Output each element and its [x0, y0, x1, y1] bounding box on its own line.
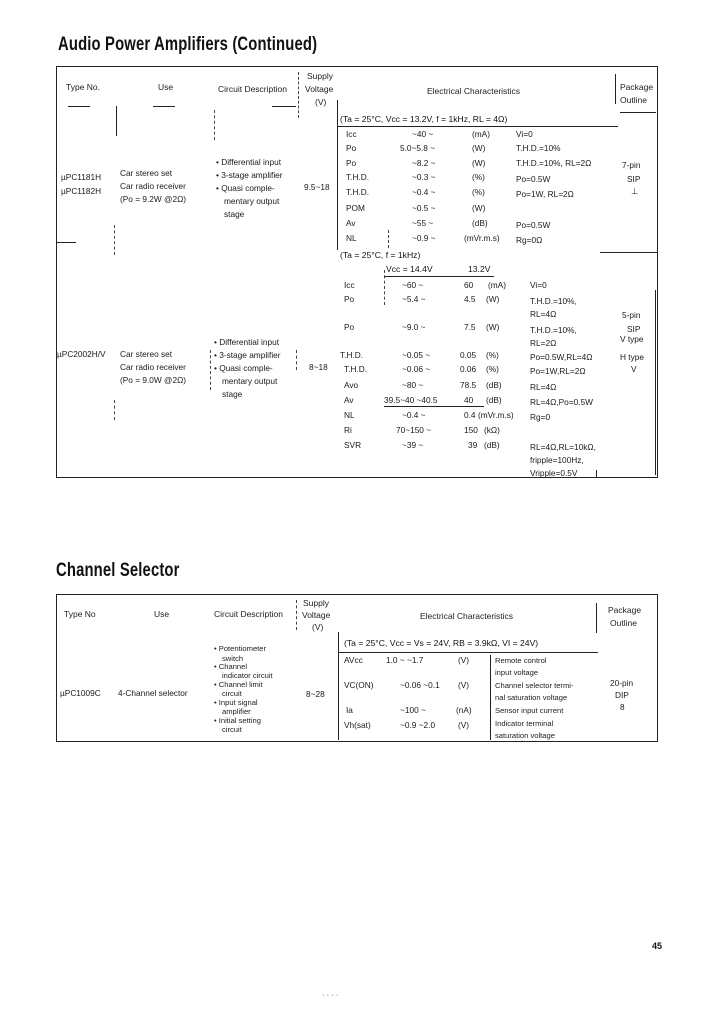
unit: (dB): [484, 440, 500, 450]
unit: (kΩ): [484, 425, 500, 435]
condition: Po=0.5W,RL=4Ω: [530, 352, 593, 362]
unit: (dB): [472, 218, 488, 228]
value: ~0.4 ~: [412, 187, 436, 197]
section-title-channel-selector: Channel Selector: [56, 560, 180, 581]
value-14v: ~39 ~: [402, 440, 424, 450]
header-outline: Outline: [610, 618, 637, 628]
unit: (%): [486, 364, 499, 374]
unit: (nA): [456, 705, 472, 715]
header-package: Package: [608, 605, 642, 615]
conditions: (Ta = 25°C, f = 1kHz): [340, 250, 421, 260]
value-13v: 60: [464, 280, 474, 290]
vcc-13v: 13.2V: [468, 264, 491, 274]
value-13v: 0.06: [460, 364, 477, 374]
value: ~0.9 ~: [412, 233, 436, 243]
param: T.H.D.: [340, 350, 364, 360]
value-13v: 4.5: [464, 294, 476, 304]
header-outline: Outline: [620, 95, 647, 105]
param: Av: [346, 218, 356, 228]
value-14v: ~0.4 ~: [402, 410, 426, 420]
use-line: Car radio receiver: [120, 362, 186, 372]
param: Po: [344, 322, 355, 332]
header-use: Use: [158, 82, 174, 92]
footer-mark: · · · ·: [322, 990, 339, 999]
circuit-line: • 3-stage amplifier: [214, 350, 281, 360]
unit: (dB): [486, 395, 502, 405]
value: 5.0~5.8 ~: [400, 143, 436, 153]
header-type-no: Type No.: [66, 82, 101, 92]
circuit-line: • Input signal: [214, 698, 258, 707]
param: Icc: [346, 129, 357, 139]
param: POM: [346, 203, 365, 213]
unit: (W): [486, 322, 500, 332]
value: ~40 ~: [412, 129, 434, 139]
unit: (mVr.m.s): [478, 410, 514, 420]
type-upc1181h: µPC1181H: [61, 172, 102, 182]
condition: RL=4Ω: [530, 309, 557, 319]
unit: (%): [486, 350, 499, 360]
header-supply: Supply: [307, 71, 333, 81]
circuit-line: • Quasi comple-: [214, 363, 273, 373]
unit: (W): [486, 294, 500, 304]
condition: RL=4Ω,Po=0.5W: [530, 397, 593, 407]
description: Channel selector termi-: [495, 681, 574, 690]
circuit-line: • Differential input: [214, 337, 280, 347]
header-electrical-characteristics: Electrical Characteristics: [420, 611, 514, 621]
unit: (mVr.m.s): [464, 233, 500, 243]
value-13v: 39: [468, 440, 478, 450]
unit: (V): [458, 655, 470, 665]
circuit-line: stage: [222, 389, 243, 399]
condition: Po=0.5W: [516, 220, 551, 230]
use-line: Car radio receiver: [120, 181, 186, 191]
package-pins: 5-pin: [622, 310, 641, 320]
condition: RL=2Ω: [530, 338, 557, 348]
supply-voltage: 8~28: [306, 689, 325, 699]
description: Indicator terminal: [495, 719, 554, 728]
circuit-line: circuit: [222, 689, 242, 698]
header-supply-unit: (V): [315, 97, 327, 107]
supply-voltage: 9.5~18: [304, 182, 330, 192]
condition: Po=0.5W: [516, 174, 551, 184]
circuit-line: indicator circuit: [222, 671, 273, 680]
circuit-line: mentary output: [222, 376, 278, 386]
use-line: (Po = 9.2W @2Ω): [120, 194, 187, 204]
unit: (V): [458, 720, 470, 730]
package-type: SIP: [627, 324, 641, 334]
circuit-line: stage: [224, 209, 245, 219]
param: Ia: [346, 705, 353, 715]
package-pins: 7-pin: [622, 160, 641, 170]
param: Po: [346, 158, 357, 168]
param: T.H.D.: [346, 187, 370, 197]
condition: Vi=0: [530, 280, 547, 290]
condition: T.H.D.=10%,: [530, 296, 577, 306]
condition: Rg=0Ω: [516, 235, 543, 245]
package-mark: 8: [620, 702, 625, 712]
description: nal saturation voltage: [495, 693, 568, 702]
unit: (mA): [472, 129, 490, 139]
value-14v: 70~150 ~: [396, 425, 432, 435]
package-type: H type: [620, 352, 644, 362]
condition: T.H.D.=10%: [516, 143, 561, 153]
circuit-line: amplifier: [222, 707, 251, 716]
supply-voltage: 8~18: [309, 362, 328, 372]
param: VC(ON): [344, 680, 374, 690]
value-14v: ~0.06 ~: [402, 364, 431, 374]
value: ~8.2 ~: [412, 158, 436, 168]
header-voltage: Voltage: [305, 84, 334, 94]
type-upc1009c: µPC1009C: [60, 688, 101, 698]
value: ~0.06 ~0.1: [400, 680, 440, 690]
description: saturation voltage: [495, 731, 555, 740]
package-type: DIP: [615, 690, 629, 700]
type-upc1182h: µPC1182H: [61, 186, 102, 196]
circuit-line: mentary output: [224, 196, 280, 206]
section-title-audio-power-amplifiers: Audio Power Amplifiers (Continued): [58, 34, 318, 55]
param: Po: [346, 143, 357, 153]
value: ~0.5 ~: [412, 203, 436, 213]
condition: Po=1W, RL=2Ω: [516, 189, 574, 199]
condition: Po=1W,RL=2Ω: [530, 366, 586, 376]
header-supply-unit: (V): [312, 622, 324, 632]
description: Sensor input current: [495, 706, 564, 715]
conditions: (Ta = 25°C, Vcc = 13.2V, f = 1kHz, RL = 4Ω): [340, 114, 508, 124]
use-line: Car stereo set: [120, 168, 173, 178]
param: SVR: [344, 440, 362, 450]
circuit-line: • Initial setting: [214, 716, 261, 725]
description: input voltage: [495, 668, 539, 677]
package-type: SIP: [627, 174, 641, 184]
param: NL: [344, 410, 355, 420]
param: Po: [344, 294, 355, 304]
circuit-line: • Channel: [214, 662, 248, 671]
page-number: 45: [652, 941, 663, 951]
condition: Rg=0: [530, 412, 551, 422]
header-electrical-characteristics: Electrical Characteristics: [427, 86, 521, 96]
package-pins: 20-pin: [610, 678, 634, 688]
conditions: (Ta = 25°C, Vcc = Vs = 24V, RB = 3.9kΩ, VI = 24V): [344, 638, 539, 648]
condition: RL=4Ω: [530, 382, 557, 392]
param: T.H.D.: [346, 172, 370, 182]
param: AVcc: [344, 655, 363, 665]
value: 1.0 ~ ~1.7: [386, 655, 424, 665]
param: Icc: [344, 280, 355, 290]
type-upc2002hv: µPC2002H/V: [57, 349, 106, 359]
package-mark: V: [631, 364, 637, 374]
value: ~55 ~: [412, 218, 434, 228]
header-voltage: Voltage: [302, 610, 331, 620]
circuit-line: • Quasi comple-: [216, 183, 275, 193]
condition: Vripple=0.5V: [530, 468, 578, 478]
value-13v: 40: [464, 395, 474, 405]
param: Av: [344, 395, 354, 405]
package-mark: ⊥: [631, 186, 639, 196]
use-line: Car stereo set: [120, 349, 173, 359]
unit: (W): [472, 143, 486, 153]
circuit-line: • Channel limit: [214, 680, 263, 689]
circuit-line: switch: [222, 654, 244, 663]
param: NL: [346, 233, 357, 243]
header-supply: Supply: [303, 598, 329, 608]
value-14v: ~0.05 ~: [402, 350, 431, 360]
use: 4-Channel selector: [118, 688, 188, 698]
unit: (W): [472, 203, 486, 213]
value-14v: 39.5~40 ~40.5: [384, 395, 438, 405]
condition: T.H.D.=10%,: [530, 325, 577, 335]
circuit-line: • Differential input: [216, 157, 282, 167]
value-14v: ~5.4 ~: [402, 294, 426, 304]
description: Remote control: [495, 656, 547, 665]
unit: (dB): [486, 380, 502, 390]
vcc-14v: Vcc = 14.4V: [386, 264, 433, 274]
unit: (V): [458, 680, 470, 690]
value: ~100 ~: [400, 705, 426, 715]
header-use: Use: [154, 609, 170, 619]
condition: T.H.D.=10%, RL=2Ω: [516, 158, 592, 168]
header-circuit-description: Circuit Description: [214, 609, 283, 619]
value-13v: 0.4: [464, 410, 476, 420]
value-13v: 150: [464, 425, 478, 435]
value-13v: 0.05: [460, 350, 477, 360]
value-13v: 78.5: [460, 380, 477, 390]
param: Vh(sat): [344, 720, 371, 730]
header-package: Package: [620, 82, 654, 92]
param: Ri: [344, 425, 352, 435]
param: T.H.D.: [344, 364, 368, 374]
circuit-line: circuit: [222, 725, 242, 734]
value-14v: ~80 ~: [402, 380, 424, 390]
value-13v: 7.5: [464, 322, 476, 332]
unit: (%): [472, 187, 485, 197]
circuit-line: • Potentiometer: [214, 644, 267, 653]
value-14v: ~9.0 ~: [402, 322, 426, 332]
circuit-line: • 3-stage amplifier: [216, 170, 283, 180]
use-line: (Po = 9.0W @2Ω): [120, 375, 187, 385]
header-type-no: Type No: [64, 609, 96, 619]
header-circuit-description: Circuit Description: [218, 84, 287, 94]
unit: (mA): [488, 280, 506, 290]
value: ~0.9 ~2.0: [400, 720, 436, 730]
unit: (%): [472, 172, 485, 182]
value: ~0.3 ~: [412, 172, 436, 182]
package-type: V type: [620, 334, 644, 344]
unit: (W): [472, 158, 486, 168]
value-14v: ~60 ~: [402, 280, 424, 290]
param: Avo: [344, 380, 359, 390]
condition: fripple=100Hz,: [530, 455, 584, 465]
condition: Vi=0: [516, 129, 533, 139]
condition: RL=4Ω,RL=10kΩ,: [530, 442, 596, 452]
